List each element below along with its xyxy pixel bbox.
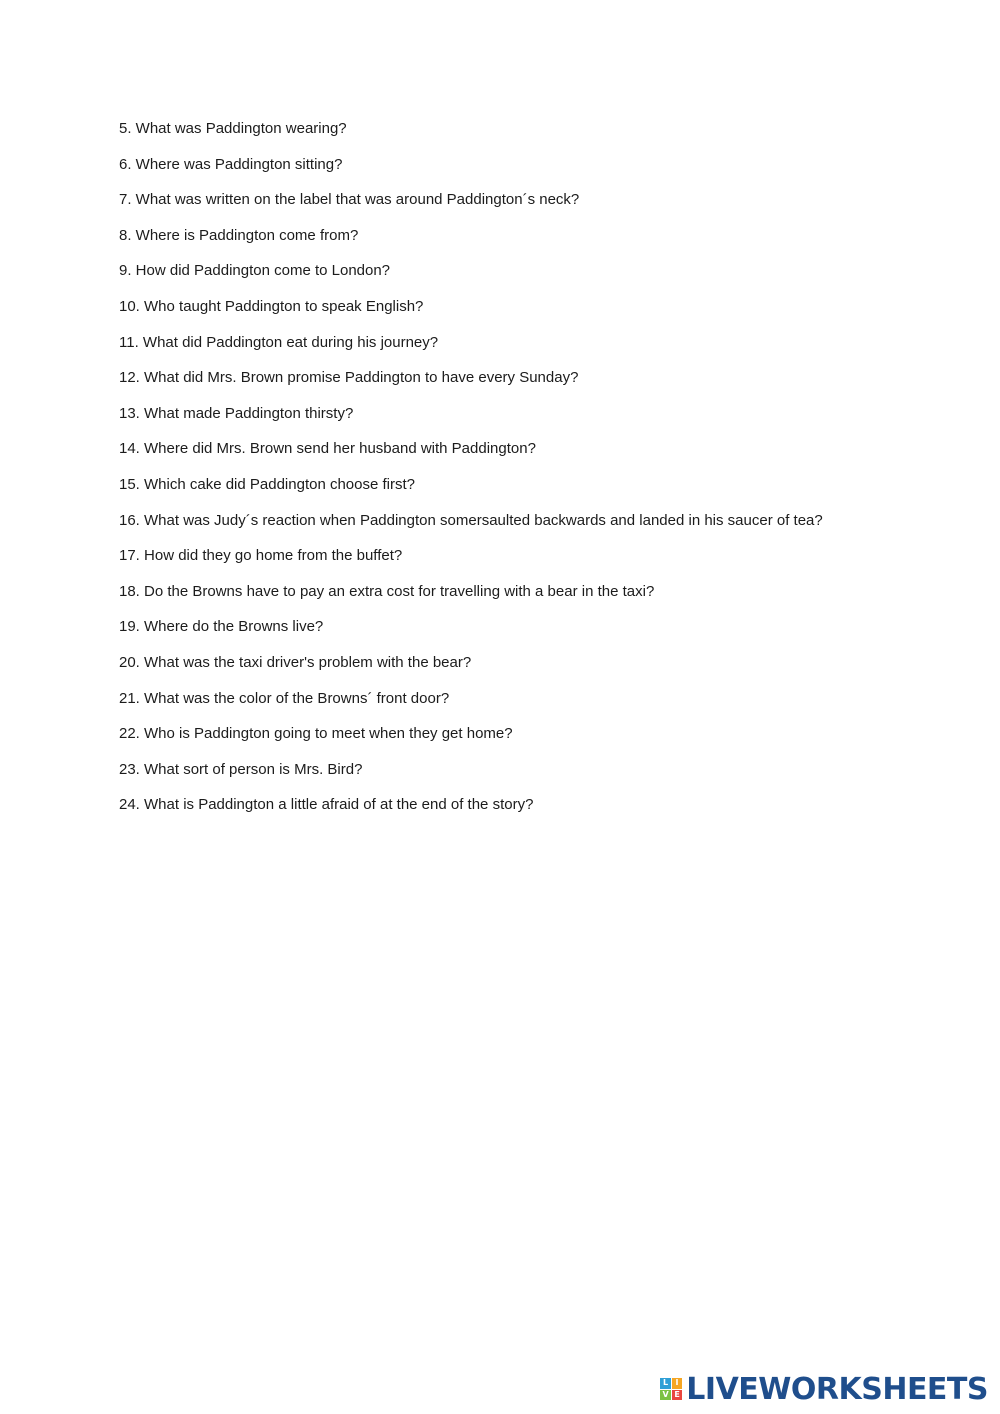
question-item: 5. What was Paddington wearing? [119, 120, 347, 137]
question-item: 6. Where was Paddington sitting? [119, 155, 343, 173]
question-item: 17. How did they go home from the buffet? [119, 547, 403, 565]
question-item: 20. What was the taxi driver's problem with the bear? [119, 653, 472, 671]
question-item: 7. What was written on the label that was around Paddington´s neck? [119, 191, 580, 209]
question-item: 9. How did Paddington come to London? [119, 262, 391, 280]
question-item: 15. Which cake did Paddington choose first? [119, 475, 416, 493]
question-item: 12. What did Mrs. Brown promise Paddington to have every Sunday? [119, 369, 579, 387]
question-item: 16. What was Judy´s reaction when Paddington somersaulted backwards and landed in his saucer of tea? [119, 511, 823, 529]
question-item: 23. What sort of person is Mrs. Bird? [119, 760, 363, 778]
liveworksheets-brand [660, 1372, 988, 1406]
question-item: 22. Who is Paddington going to meet when they get home? [119, 725, 513, 743]
logo-square-v: V [660, 1390, 671, 1401]
question-item: 8. Where is Paddington come from? [119, 226, 359, 244]
liveworksheets-logo-icon [660, 1378, 682, 1400]
question-item: 10. Who taught Paddington to speak English? [119, 297, 424, 315]
question-item: 13. What made Paddington thirsty? [119, 404, 354, 422]
question-item: 14. Where did Mrs. Brown send her husband with Paddington? [119, 440, 536, 458]
logo-square-e: E [672, 1390, 683, 1401]
question-item: 24. What is Paddington a little afraid of at the end of the story? [119, 796, 534, 814]
question-item: 11. What did Paddington eat during his journey? [119, 333, 439, 351]
logo-square-l: L [660, 1378, 671, 1389]
logo-square-i: I [672, 1378, 683, 1389]
question-item: 18. Do the Browns have to pay an extra cost for travelling with a bear in the taxi? [119, 582, 655, 600]
question-item: 21. What was the color of the Browns´ front door? [119, 689, 450, 707]
brand-wordmark: LIVEWORKSHEETS [686, 1371, 988, 1407]
question-list [119, 119, 939, 831]
question-item: 19. Where do the Browns live? [119, 618, 324, 636]
